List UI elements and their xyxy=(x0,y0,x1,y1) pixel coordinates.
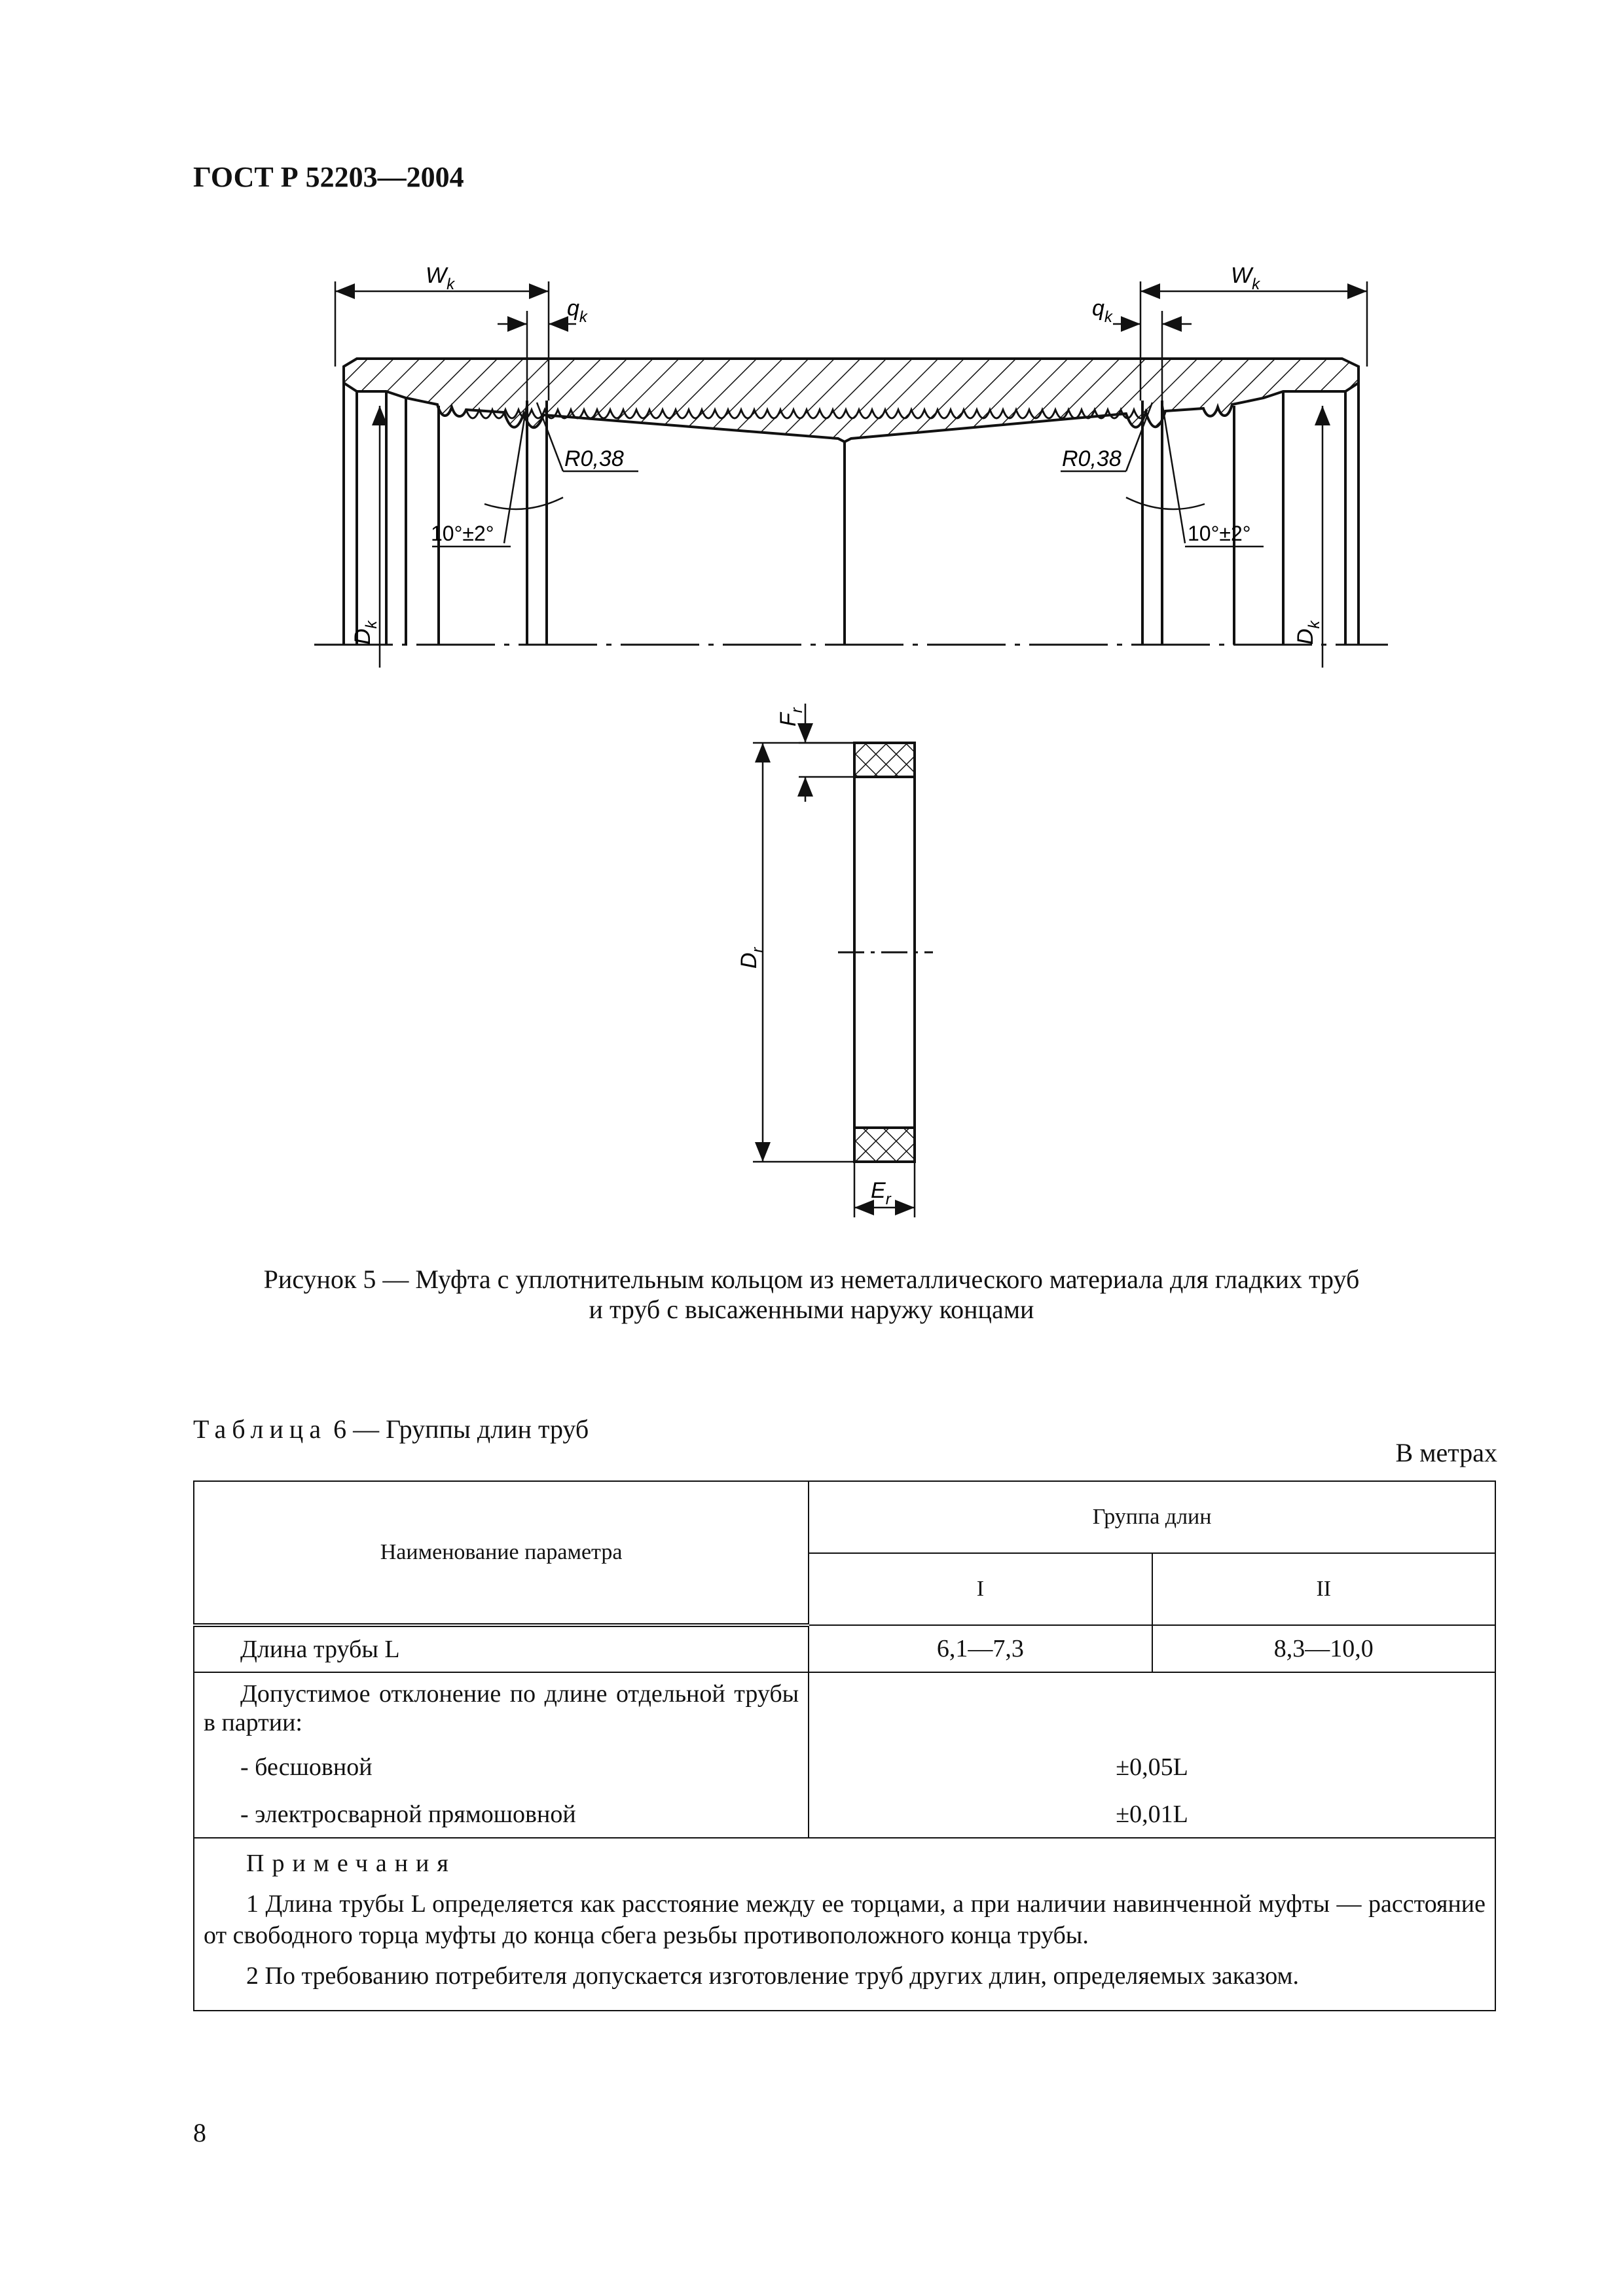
table-header-row xyxy=(194,1481,1495,1553)
sealing-ring xyxy=(838,743,933,1162)
label-radius-right: R0,38 xyxy=(1062,446,1122,471)
label-dk-right: $D_k$ xyxy=(1293,620,1323,645)
table-units: В метрах xyxy=(1395,1438,1497,1467)
notes-heading: Примечания xyxy=(246,1850,456,1877)
label-er: $E_r$ xyxy=(871,1178,891,1208)
header-group: Группа длин xyxy=(809,1481,1495,1553)
label-radius-left: R0,38 xyxy=(564,446,624,471)
label-wk-right: $W_k$ xyxy=(1231,263,1260,293)
dimension-fr xyxy=(799,704,854,802)
label-qk-left: $q_k$ xyxy=(567,296,587,326)
table-title-rest: 6 — Группы длин труб xyxy=(327,1414,589,1444)
label-wk-left: $W_k$ xyxy=(426,263,455,293)
table-row xyxy=(194,1744,1495,1791)
caption-line-1: Рисунок 5 — Муфта с уплотнительным кольцом из неметаллического материала для гладких труб xyxy=(263,1265,1360,1294)
row-length-1: 6,1—7,3 xyxy=(809,1625,1152,1672)
table-title-word: Таблица xyxy=(193,1414,327,1444)
table-row xyxy=(194,1791,1495,1838)
label-angle-left: 10°±2° xyxy=(431,522,494,545)
note-1: 1 Длина трубы L определяется как расстояние между ее торцами, а при наличии навинченной муфты — расстояние от свободного торца муфты до конца сбега резьбы противоположного конца трубы. xyxy=(204,1890,1486,1949)
header-group-2: II xyxy=(1152,1553,1495,1625)
row-welded-value: ±0,01L xyxy=(809,1791,1495,1838)
lengths-table xyxy=(193,1480,1496,2011)
table-title xyxy=(193,1414,589,1444)
label-dk-left: $D_k$ xyxy=(350,620,380,645)
header-param: Наименование параметра xyxy=(194,1481,809,1625)
document-code: ГОСТ Р 52203—2004 xyxy=(193,161,464,193)
row-length-label: Длина трубы L xyxy=(194,1625,809,1672)
row-deviation-empty xyxy=(809,1672,1495,1744)
row-welded-label: - электросварной прямошовной xyxy=(194,1791,809,1838)
label-fr: $F_r$ xyxy=(776,708,806,726)
row-length-2: 8,3—10,0 xyxy=(1152,1625,1495,1672)
row-deviation-label: Допустимое отклонение по длине отдельной трубы в партии: xyxy=(194,1672,809,1744)
coupling-section xyxy=(344,359,1359,442)
label-dr: $D_r$ xyxy=(737,947,767,969)
note-2: 2 По требованию потребителя допускается изготовление труб других длин, определяемых заказом. xyxy=(246,1962,1300,1990)
header-group-1: I xyxy=(809,1553,1152,1625)
table-row xyxy=(194,1672,1495,1744)
table-row xyxy=(194,1625,1495,1672)
label-qk-right: $q_k$ xyxy=(1092,296,1112,326)
figure-caption xyxy=(0,1265,1623,1325)
row-seamless-label: - бесшовной xyxy=(194,1744,809,1791)
table-notes xyxy=(194,1838,1495,2011)
table-notes-row xyxy=(194,1838,1495,2011)
label-angle-right: 10°±2° xyxy=(1188,522,1251,545)
caption-line-2: и труб с высаженными наружу концами xyxy=(589,1295,1034,1324)
page-number: 8 xyxy=(193,2118,206,2147)
row-seamless-value: ±0,05L xyxy=(809,1744,1495,1791)
